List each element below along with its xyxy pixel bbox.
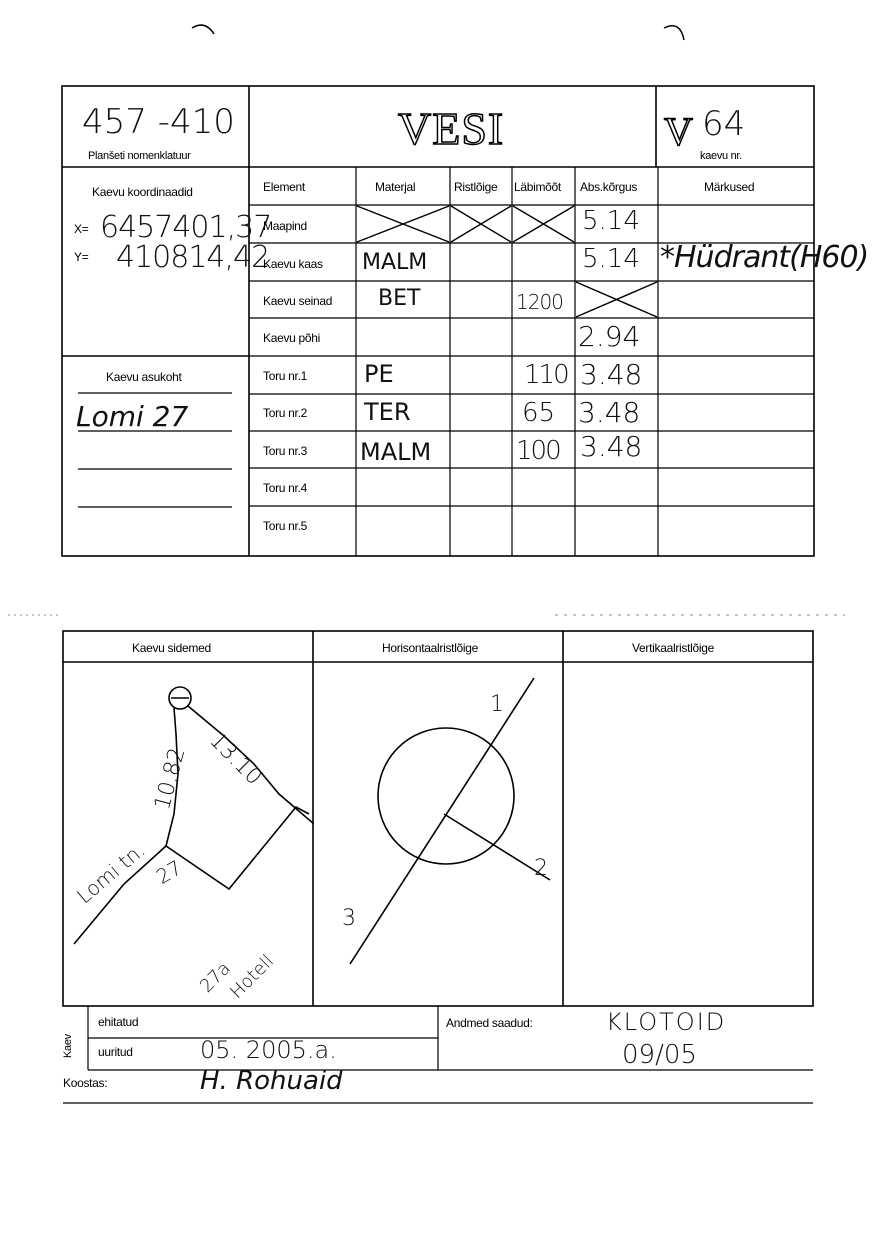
material-walls: BET xyxy=(378,286,421,311)
abs-pipe-3: 3.48 xyxy=(580,430,643,463)
location-label: Kaevu asukoht xyxy=(106,370,182,384)
well-side-label: Kaev xyxy=(62,1034,74,1058)
material-pipe-3: MALM xyxy=(360,438,432,466)
location-value: Lomi 27 xyxy=(76,400,189,433)
pipe-2-label: 2 xyxy=(534,856,548,881)
upper-card-grid xyxy=(0,0,874,570)
diameter-pipe-3: 100 xyxy=(516,436,560,466)
row-label-pipe-4: Toru nr.4 xyxy=(263,481,307,495)
compiled-by-label: Koostas: xyxy=(63,1076,108,1090)
house-number-label: 27 xyxy=(152,855,187,889)
row-label-lid: Kaevu kaas xyxy=(263,257,323,271)
row-label-pipe-2: Toru nr.2 xyxy=(263,406,307,420)
house2-name-label: Hotell xyxy=(226,950,279,1003)
col-header-abs-height: Abs.kõrgus xyxy=(580,180,638,194)
notes-lid: *Hüdrant(H60) xyxy=(660,240,869,275)
distance-label-1: 13.10 xyxy=(204,728,267,791)
sheet-number: 457 -410 xyxy=(82,102,235,142)
well-links-sketch xyxy=(64,664,314,1004)
col-header-element: Element xyxy=(263,180,305,194)
row-label-pipe-5: Toru nr.5 xyxy=(263,519,307,533)
abs-lid: 5.14 xyxy=(582,244,640,274)
row-label-pipe-3: Toru nr.3 xyxy=(263,444,307,458)
diameter-pipe-1: 110 xyxy=(524,360,568,390)
diameter-pipe-2: 65 xyxy=(522,398,556,428)
horizontal-section-sketch xyxy=(314,664,562,1004)
material-pipe-1: PE xyxy=(364,360,394,388)
surveyed-date: 05. 2005.a. xyxy=(200,1036,337,1064)
coordinates-label: Kaevu koordinaadid xyxy=(92,185,193,199)
house2-number-label: 27a xyxy=(196,958,235,997)
material-lid: MALM xyxy=(362,250,428,275)
pipe-1-label: 1 xyxy=(490,692,504,717)
distance-label-2: 10.82 xyxy=(150,745,191,813)
material-pipe-2: TER xyxy=(364,398,411,426)
street-label: Lomi tn. xyxy=(72,837,150,909)
cut-line xyxy=(0,610,874,620)
pipe-3-label: 3 xyxy=(342,906,356,931)
page-title: VESI xyxy=(398,103,505,154)
abs-pipe-1: 3.48 xyxy=(580,358,643,391)
row-label-ground: Maapind xyxy=(263,219,307,233)
abs-ground: 5.14 xyxy=(582,206,640,236)
col-header-cross-section: Ristlõige xyxy=(454,180,498,194)
header-horizontal-section: Horisontaalristlõige xyxy=(382,641,479,655)
row-label-walls: Kaevu seinad xyxy=(263,294,333,308)
well-number: 64 xyxy=(702,104,746,144)
well-label: kaevu nr. xyxy=(700,150,742,162)
data-received-label: Andmed saadud: xyxy=(446,1016,533,1030)
y-label: Y= xyxy=(74,250,89,264)
header-vertical-section: Vertikaalristlõige xyxy=(632,641,714,655)
well-prefix: V xyxy=(664,109,693,154)
x-value: 6457401,37 xyxy=(100,210,272,245)
x-label: X= xyxy=(74,222,89,236)
col-header-diameter: Läbimõõt xyxy=(514,180,561,194)
col-header-material: Materjal xyxy=(375,180,416,194)
built-label: ehitatud xyxy=(98,1015,139,1029)
col-header-notes: Märkused xyxy=(704,180,755,194)
data-source: KLOTOID xyxy=(606,1008,727,1036)
compiled-by: H. Rohuaid xyxy=(200,1066,343,1096)
diameter-walls: 1200 xyxy=(516,290,563,314)
row-label-bottom: Kaevu põhi xyxy=(263,331,321,345)
abs-bottom: 2.94 xyxy=(578,320,641,353)
data-date: 09/05 xyxy=(622,1040,697,1070)
y-value: 410814,42 xyxy=(116,240,270,275)
header-well-links: Kaevu sidemed xyxy=(132,641,211,655)
sheet-label: Planšeti nomenklatuur xyxy=(88,150,191,162)
surveyed-label: uuritud xyxy=(98,1045,133,1059)
row-label-pipe-1: Toru nr.1 xyxy=(263,369,307,383)
abs-pipe-2: 3.48 xyxy=(578,396,641,429)
